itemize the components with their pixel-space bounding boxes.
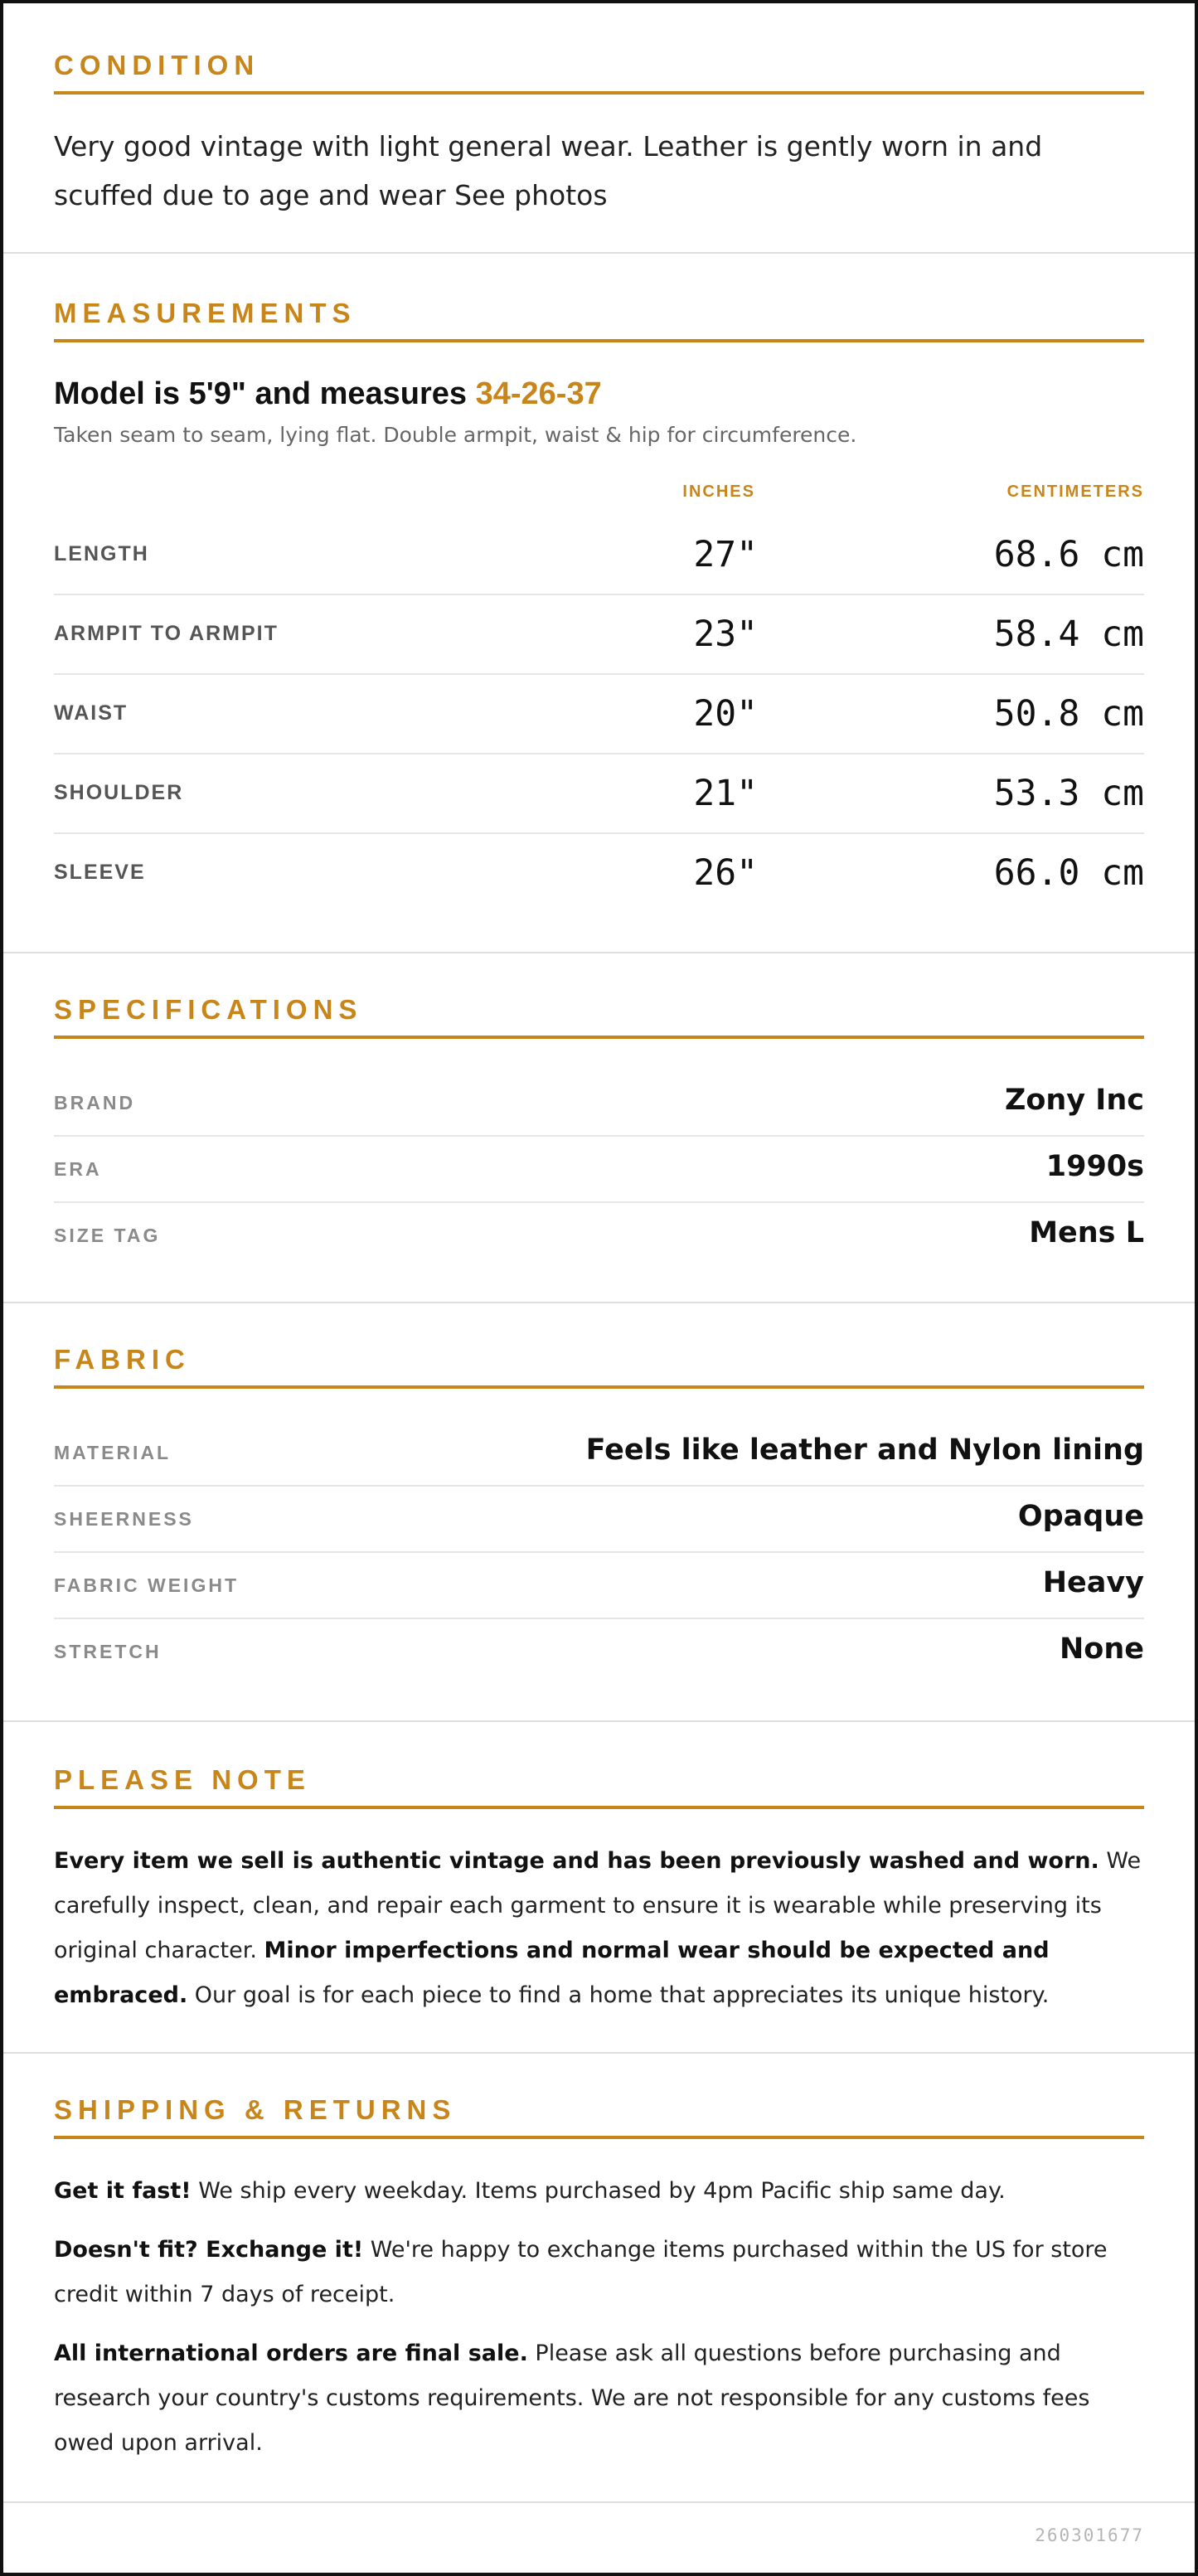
fabric-value: Heavy	[1042, 1566, 1144, 1599]
note-text-1: We carefully inspect, clean, and repair each garment to ensure it is wearable while preserving its original character.	[54, 1848, 1142, 1963]
shipping-paragraph-1	[54, 2169, 1144, 2214]
fabric-row	[54, 1419, 1144, 1487]
centimeters-column-header: CENTIMETERS	[1006, 483, 1144, 501]
measurements-title: MEASUREMENTS	[54, 297, 1144, 342]
specifications-section	[3, 953, 1195, 1303]
spec-label: SIZE TAG	[54, 1225, 161, 1246]
inches-column-header: INCHES	[682, 483, 755, 501]
measurement-inches: 26"	[693, 852, 758, 894]
note-text-2: Our goal is for each piece to find a home that appreciates its unique history.	[187, 1982, 1050, 2008]
please-note-title: PLEASE NOTE	[54, 1763, 1144, 1809]
please-note-section	[3, 1722, 1195, 2054]
shipping-text-3: Please ask all questions before purchasing and research your country's customs requirements. We are not responsible for any customs fees owed upon arrival.	[54, 2341, 1090, 2456]
measurement-cm: 58.4 cm	[993, 614, 1144, 655]
shipping-bold-1: Get it fast!	[54, 2178, 192, 2204]
fabric-label: FABRIC WEIGHT	[54, 1574, 239, 1596]
spec-row	[54, 1201, 1144, 1268]
measurement-inches: 27"	[693, 534, 758, 575]
specifications-title: SPECIFICATIONS	[54, 993, 1144, 1039]
spec-value: 1990s	[1045, 1150, 1144, 1183]
fabric-row	[54, 1618, 1144, 1684]
please-note-text	[54, 1839, 1144, 2018]
shipping-paragraph-2	[54, 2228, 1144, 2317]
measurement-inches: 20"	[693, 693, 758, 735]
shipping-bold-3: All international orders are final sale.	[54, 2341, 528, 2366]
spec-row	[54, 1135, 1144, 1203]
measurement-row	[54, 594, 1144, 675]
condition-section	[3, 3, 1195, 254]
shipping-bold-2: Doesn't fit? Exchange it!	[54, 2237, 364, 2263]
measurement-cm: 53.3 cm	[993, 773, 1144, 814]
spec-label: ERA	[54, 1158, 102, 1180]
measurement-row	[54, 832, 1144, 912]
measurement-cm: 68.6 cm	[993, 534, 1144, 575]
measurement-inches: 21"	[693, 773, 758, 814]
condition-text: Very good vintage with light general wear. Leather is gently worn in and scuffed due to age and wear See photos	[54, 130, 1043, 211]
measurement-row	[54, 673, 1144, 754]
shipping-text-2: We're happy to exchange items purchased within the US for store credit within 7 days of receipt.	[54, 2237, 1108, 2307]
measurement-row	[54, 514, 1144, 595]
fabric-value: Feels like leather and Nylon lining	[585, 1434, 1144, 1467]
measurement-cm: 50.8 cm	[993, 693, 1144, 735]
model-info-heading	[54, 376, 1144, 412]
model-measures-highlight: 34-26-37	[475, 376, 602, 411]
fabric-value: None	[1060, 1632, 1144, 1666]
measurement-label: SLEEVE	[54, 861, 146, 884]
note-bold-2: Minor imperfections and normal wear should be expected and embraced.	[54, 1938, 1050, 2008]
shipping-title: SHIPPING & RETURNS	[54, 2093, 1144, 2139]
measurement-inches: 23"	[693, 614, 758, 655]
fabric-title: FABRIC	[54, 1343, 1144, 1389]
measurement-label: SHOULDER	[54, 781, 184, 804]
shipping-paragraph-3	[54, 2331, 1144, 2466]
spec-value: Zony Inc	[1004, 1084, 1144, 1117]
spec-label: BRAND	[54, 1092, 136, 1113]
fabric-row	[54, 1551, 1144, 1619]
product-id: 260301677	[1035, 2525, 1144, 2545]
fabric-label: SHEERNESS	[54, 1508, 194, 1530]
measurement-label: LENGTH	[54, 542, 149, 565]
measurements-section	[3, 254, 1195, 953]
fabric-label: MATERIAL	[54, 1442, 172, 1463]
measurement-label: ARMPIT TO ARMPIT	[54, 622, 279, 645]
model-text: Model is 5'9" and measures	[54, 376, 476, 411]
fabric-row	[54, 1485, 1144, 1553]
measurement-cm: 66.0 cm	[993, 852, 1144, 894]
spec-value: Mens L	[1029, 1216, 1144, 1249]
note-bold-1: Every item we sell is authentic vintage and has been previously washed and worn.	[54, 1848, 1099, 1874]
spec-row	[54, 1069, 1144, 1137]
measurements-subtitle: Taken seam to seam, lying flat. Double armpit, waist & hip for circumference.	[54, 423, 857, 447]
shipping-text-1: We ship every weekday. Items purchased by 4pm Pacific ship same day.	[191, 2178, 1006, 2204]
shipping-section	[3, 2054, 1195, 2503]
condition-title: CONDITION	[54, 49, 1144, 95]
measurement-label: WAIST	[54, 701, 129, 725]
fabric-value: Opaque	[1017, 1500, 1144, 1533]
fabric-section	[3, 1303, 1195, 1722]
fabric-label: STRETCH	[54, 1641, 162, 1662]
measurement-row	[54, 753, 1144, 834]
